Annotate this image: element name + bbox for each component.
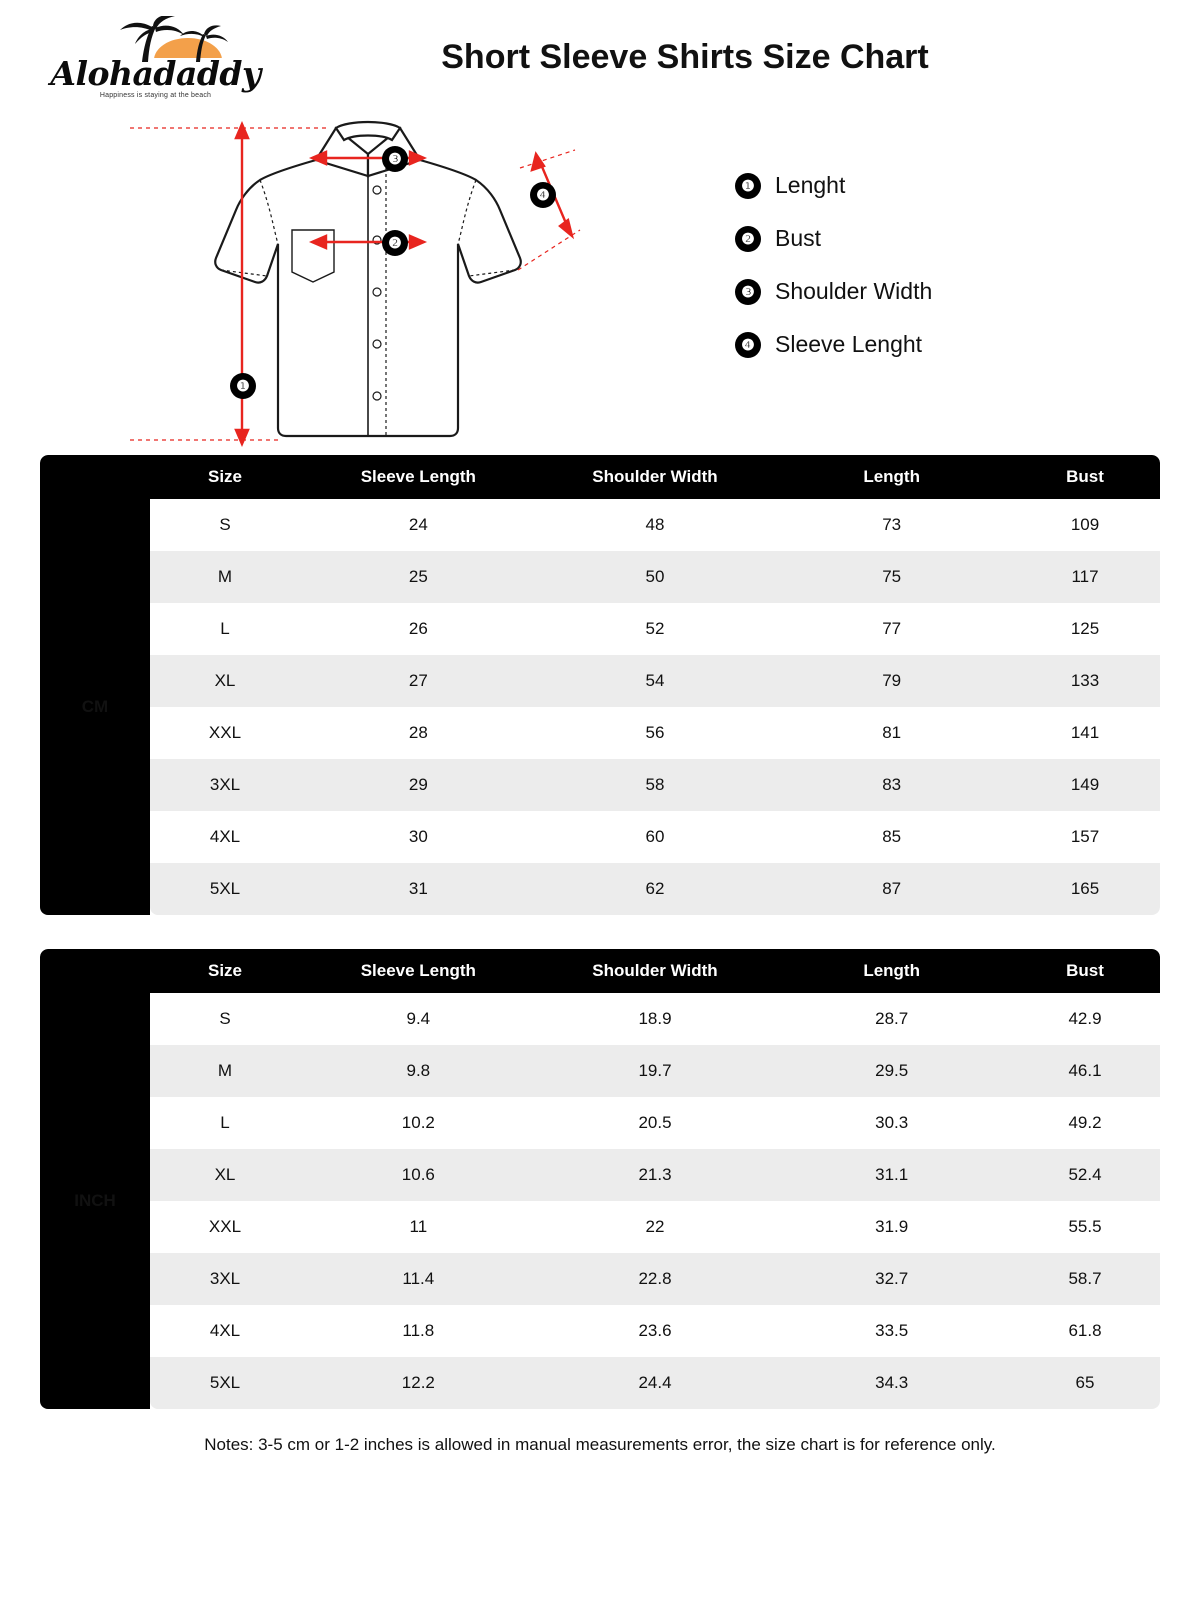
cell-size: XXL <box>150 1201 300 1253</box>
cell-sleeve-length: 29 <box>300 759 537 811</box>
cell-length: 33.5 <box>773 1305 1010 1357</box>
table-row <box>40 759 1160 811</box>
table-row <box>40 1097 1160 1149</box>
cell-size: 5XL <box>150 1357 300 1409</box>
cell-size: XL <box>150 655 300 707</box>
corner-cell <box>40 455 150 499</box>
cell-bust: 58.7 <box>1010 1253 1160 1305</box>
cell-shoulder-width: 62 <box>537 863 774 915</box>
cell-size: 4XL <box>150 1305 300 1357</box>
inch-size-table-block <box>40 949 1160 1409</box>
bust-marker: ❷ <box>382 230 408 256</box>
table-row <box>40 1149 1160 1201</box>
cell-length: 30.3 <box>773 1097 1010 1149</box>
cell-bust: 42.9 <box>1010 993 1160 1045</box>
cell-size: S <box>150 499 300 551</box>
unit-label-cm: CM <box>40 499 150 915</box>
brand-tagline: Happiness is staying at the beach <box>99 92 212 99</box>
cell-bust: 141 <box>1010 707 1160 759</box>
legend-item-bust <box>735 225 932 252</box>
length-marker: ❶ <box>230 373 256 399</box>
cell-bust: 65 <box>1010 1357 1160 1409</box>
cell-sleeve-length: 25 <box>300 551 537 603</box>
cell-shoulder-width: 22.8 <box>537 1253 774 1305</box>
table-header-row <box>40 949 1160 993</box>
cell-size: 3XL <box>150 1253 300 1305</box>
shirt-illustration <box>120 110 640 455</box>
cm-size-table-block <box>40 455 1160 915</box>
number-1-icon: ❶ <box>735 173 761 199</box>
page-title: Short Sleeve Shirts Size Chart <box>441 38 929 76</box>
cell-shoulder-width: 21.3 <box>537 1149 774 1201</box>
cell-length: 85 <box>773 811 1010 863</box>
footer-notes: Notes: 3-5 cm or 1-2 inches is allowed in manual measurements error, the size chart is for reference only. <box>204 1435 996 1454</box>
cell-shoulder-width: 23.6 <box>537 1305 774 1357</box>
cell-size: XXL <box>150 707 300 759</box>
table-header-row <box>40 455 1160 499</box>
page-header <box>0 0 1200 110</box>
cell-sleeve-length: 10.2 <box>300 1097 537 1149</box>
cell-shoulder-width: 22 <box>537 1201 774 1253</box>
cell-shoulder-width: 60 <box>537 811 774 863</box>
shoulder-width-marker: ❸ <box>382 146 408 172</box>
cell-sleeve-length: 28 <box>300 707 537 759</box>
cell-size: 4XL <box>150 811 300 863</box>
cell-shoulder-width: 19.7 <box>537 1045 774 1097</box>
legend-label-length: Lenght <box>775 172 846 198</box>
cell-sleeve-length: 11.8 <box>300 1305 537 1357</box>
column-header-size: Size <box>150 949 300 993</box>
table-row <box>40 1253 1160 1305</box>
cell-size: L <box>150 603 300 655</box>
cell-shoulder-width: 52 <box>537 603 774 655</box>
table-row <box>40 1305 1160 1357</box>
cell-bust: 49.2 <box>1010 1097 1160 1149</box>
column-header-sleeve-length: Sleeve Length <box>300 949 537 993</box>
cell-bust: 125 <box>1010 603 1160 655</box>
cell-shoulder-width: 56 <box>537 707 774 759</box>
cell-size: S <box>150 993 300 1045</box>
cell-sleeve-length: 11 <box>300 1201 537 1253</box>
cell-shoulder-width: 58 <box>537 759 774 811</box>
cell-sleeve-length: 12.2 <box>300 1357 537 1409</box>
cell-length: 29.5 <box>773 1045 1010 1097</box>
cell-length: 32.7 <box>773 1253 1010 1305</box>
column-header-bust: Bust <box>1010 949 1160 993</box>
table-row <box>40 707 1160 759</box>
cell-length: 31.1 <box>773 1149 1010 1201</box>
number-3-icon: ❸ <box>735 279 761 305</box>
cell-bust: 55.5 <box>1010 1201 1160 1253</box>
number-2-icon: ❷ <box>735 226 761 252</box>
cell-bust: 133 <box>1010 655 1160 707</box>
cell-bust: 117 <box>1010 551 1160 603</box>
table-row <box>40 993 1160 1045</box>
cell-sleeve-length: 9.4 <box>300 993 537 1045</box>
brand-logo <box>38 14 273 104</box>
cell-sleeve-length: 27 <box>300 655 537 707</box>
column-header-length: Length <box>773 455 1010 499</box>
inch-size-table <box>40 949 1160 1409</box>
cell-bust: 46.1 <box>1010 1045 1160 1097</box>
column-header-size: Size <box>150 455 300 499</box>
cell-size: M <box>150 551 300 603</box>
cell-sleeve-length: 24 <box>300 499 537 551</box>
cell-length: 83 <box>773 759 1010 811</box>
cell-bust: 149 <box>1010 759 1160 811</box>
cell-size: M <box>150 1045 300 1097</box>
cell-sleeve-length: 9.8 <box>300 1045 537 1097</box>
cell-length: 28.7 <box>773 993 1010 1045</box>
cell-length: 34.3 <box>773 1357 1010 1409</box>
table-row <box>40 1357 1160 1409</box>
cell-bust: 52.4 <box>1010 1149 1160 1201</box>
column-header-bust: Bust <box>1010 455 1160 499</box>
column-header-shoulder-width: Shoulder Width <box>537 455 774 499</box>
cell-shoulder-width: 50 <box>537 551 774 603</box>
cell-sleeve-length: 11.4 <box>300 1253 537 1305</box>
table-row <box>40 655 1160 707</box>
legend-label-bust: Bust <box>775 225 822 251</box>
cell-shoulder-width: 18.9 <box>537 993 774 1045</box>
cell-size: XL <box>150 1149 300 1201</box>
cell-sleeve-length: 30 <box>300 811 537 863</box>
cell-shoulder-width: 20.5 <box>537 1097 774 1149</box>
cell-shoulder-width: 48 <box>537 499 774 551</box>
cell-length: 73 <box>773 499 1010 551</box>
table-row <box>40 1045 1160 1097</box>
legend-item-shoulder-width <box>735 278 932 305</box>
cell-size: L <box>150 1097 300 1149</box>
number-4-icon: ❹ <box>735 332 761 358</box>
legend-item-length <box>735 172 932 199</box>
cell-bust: 157 <box>1010 811 1160 863</box>
legend-label-sleeve-length: Sleeve Lenght <box>775 331 923 357</box>
cell-sleeve-length: 26 <box>300 603 537 655</box>
cell-size: 3XL <box>150 759 300 811</box>
cell-length: 75 <box>773 551 1010 603</box>
table-row <box>40 499 1160 551</box>
cell-length: 77 <box>773 603 1010 655</box>
column-header-shoulder-width: Shoulder Width <box>537 949 774 993</box>
cell-bust: 165 <box>1010 863 1160 915</box>
cell-shoulder-width: 54 <box>537 655 774 707</box>
legend-label-shoulder-width: Shoulder Width <box>775 278 933 304</box>
table-row <box>40 863 1160 915</box>
legend-item-sleeve-length <box>735 331 932 358</box>
column-header-sleeve-length: Sleeve Length <box>300 455 537 499</box>
cell-length: 31.9 <box>773 1201 1010 1253</box>
legend <box>735 172 932 384</box>
cell-sleeve-length: 10.6 <box>300 1149 537 1201</box>
cell-size: 5XL <box>150 863 300 915</box>
table-row <box>40 1201 1160 1253</box>
cell-sleeve-length: 31 <box>300 863 537 915</box>
unit-label-inch: INCH <box>40 993 150 1409</box>
measurement-diagram-section <box>0 110 1200 455</box>
table-row <box>40 603 1160 655</box>
column-header-length: Length <box>773 949 1010 993</box>
sleeve-length-marker: ❹ <box>530 182 556 208</box>
brand-name: Alohadaddy <box>50 54 261 93</box>
cell-bust: 109 <box>1010 499 1160 551</box>
cm-size-table <box>40 455 1160 915</box>
cell-shoulder-width: 24.4 <box>537 1357 774 1409</box>
cell-length: 79 <box>773 655 1010 707</box>
corner-cell <box>40 949 150 993</box>
cell-length: 81 <box>773 707 1010 759</box>
cell-bust: 61.8 <box>1010 1305 1160 1357</box>
shirt-diagram <box>120 110 640 455</box>
table-row <box>40 551 1160 603</box>
cell-length: 87 <box>773 863 1010 915</box>
table-row <box>40 811 1160 863</box>
